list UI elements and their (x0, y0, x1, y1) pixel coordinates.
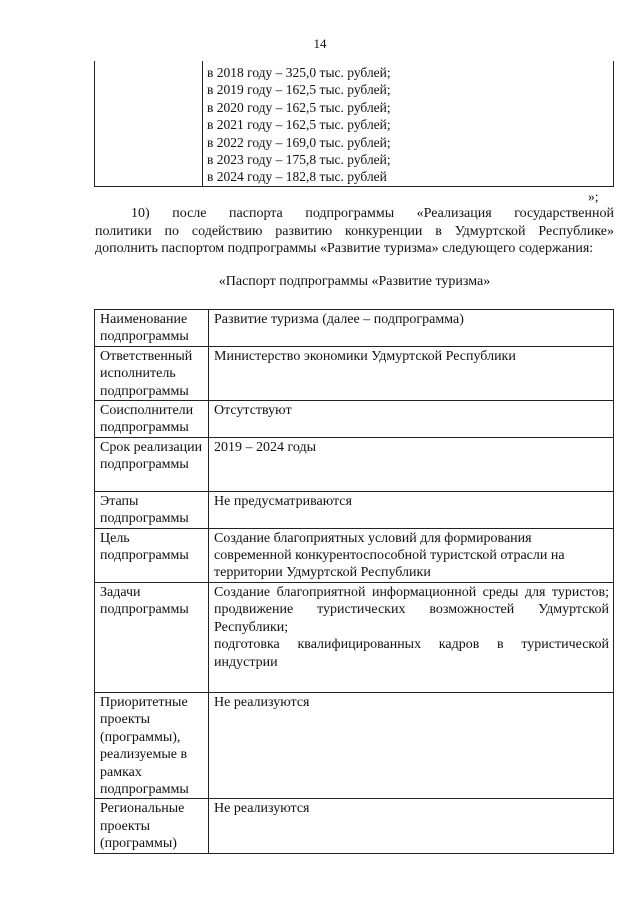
row-label: Цель подпрограммы (95, 528, 209, 582)
row-value: Не реализуются (209, 799, 614, 853)
task-item: продвижение туристических возможностей Удмуртской Республики; (214, 602, 609, 635)
table-row (95, 310, 614, 347)
task-item: Создание благоприятной информационной среды для туристов; (214, 584, 609, 600)
paragraph-rest: политики по содействию развитию конкуренции в Удмуртской Республике» дополнить паспортом подпрограммы «Развитие туризма» следующего содержания: (95, 223, 614, 256)
row-value: Не предусматриваются (209, 491, 614, 528)
passport-caption: «Паспорт подпрограммы «Развитие туризма» (218, 274, 491, 289)
table-row (95, 692, 614, 798)
row-label: Наименование подпрограммы (95, 310, 209, 347)
row-value: Развитие туризма (далее – подпрограмма) (209, 310, 614, 347)
table-row (95, 491, 614, 528)
row-value: Создание благоприятных условий для формирования современной конкурентоспособной туристской отрасли на территории Удмуртской Республики (209, 528, 614, 582)
funding-line: в 2018 году – 325,0 тыс. рублей; (207, 65, 391, 80)
page-number: 14 (313, 36, 327, 51)
row-label: Ответственный исполнитель подпрограммы (95, 346, 209, 400)
row-value: Не реализуются (209, 692, 614, 798)
funding-line: в 2019 году – 162,5 тыс. рублей; (207, 82, 391, 98)
closing-quote: »; (588, 189, 599, 204)
row-value (209, 582, 614, 692)
funding-line: в 2024 году – 182,8 тыс. рублей (207, 169, 387, 185)
table-row (95, 437, 614, 491)
table-row (95, 346, 614, 400)
amendment-paragraph (95, 205, 614, 258)
row-label: Срок реализации подпрограммы (95, 437, 209, 491)
table-row (95, 528, 614, 582)
funding-table (94, 61, 614, 187)
funding-line: в 2023 году – 175,8 тыс. рублей; (207, 152, 391, 168)
passport-table (94, 309, 614, 854)
table-row (95, 799, 614, 853)
row-label: Соисполнители подпрограммы (95, 401, 209, 438)
row-label: Приоритетные проекты (программы), реализуемые в рамках подпрограммы (95, 692, 209, 798)
table-row (95, 401, 614, 438)
task-item: подготовка квалифицированных кадров в туристической индустрии (214, 637, 609, 670)
row-label: Задачи подпрограммы (95, 582, 209, 692)
row-label: Этапы подпрограммы (95, 491, 209, 528)
row-value: 2019 – 2024 годы (209, 437, 614, 491)
funding-line: в 2021 году – 162,5 тыс. рублей; (207, 117, 391, 133)
paragraph-line-1: 10) после паспорта подпрограммы «Реализация государственной (131, 206, 614, 221)
funding-line: в 2020 году – 162,5 тыс. рублей; (207, 99, 391, 115)
table-row (95, 582, 614, 692)
funding-line: в 2022 году – 169,0 тыс. рублей; (207, 134, 391, 150)
row-value: Министерство экономики Удмуртской Республики (209, 346, 614, 400)
row-label: Региональные проекты (программы) (95, 799, 209, 853)
funding-values-cell (203, 61, 614, 186)
funding-label-cell (95, 61, 203, 186)
row-value: Отсутствуют (209, 401, 614, 438)
